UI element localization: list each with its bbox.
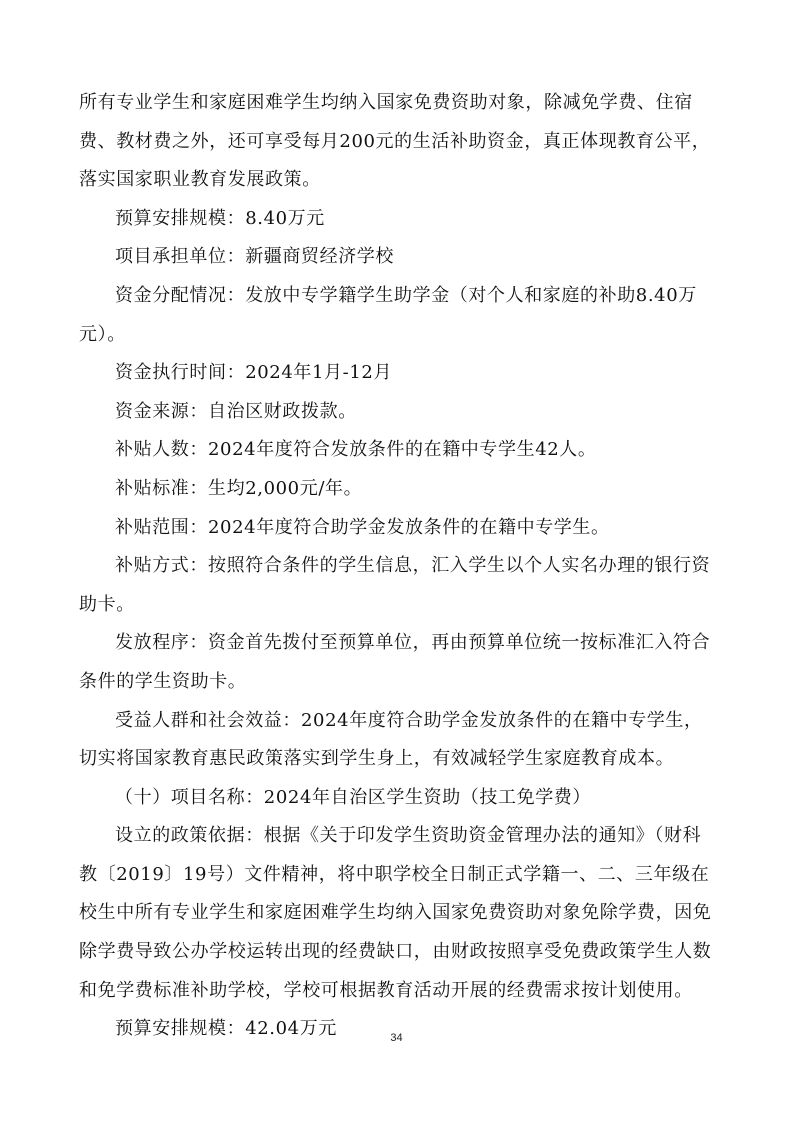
paragraph-continuation: 所有专业学生和家庭困难学生均纳入国家免费资助对象，除减免学费、住宿费、教材费之外，还可享受每月200元的生活补助资金，真正体现教育公平，落实国家职业教育发展政策。: [79, 92, 711, 191]
paragraph-beneficiaries: 受益人群和社会效益：2024年度符合助学金发放条件的在籍中专学生，切实将国家教育惠民政策落实到学生身上，有效减轻学生家庭教育成本。: [79, 709, 703, 770]
paragraph-fund-source: 资金来源：自治区财政拨款。: [115, 400, 357, 422]
paragraph-distribution-procedure: 发放程序：资金首先拨付至预算单位，再由预算单位统一按标准汇入符合条件的学生资助卡。: [79, 632, 711, 692]
paragraph-execution-time: 资金执行时间：2024年1月-12月: [115, 362, 393, 384]
page-number: 34: [390, 1032, 403, 1044]
section-heading-project-ten: （十）项目名称：2024年自治区学生资助（技工免学费）: [115, 786, 592, 808]
paragraph-subsidy-method: 补贴方式：按照符合条件的学生信息，汇入学生以个人实名办理的银行资助卡。: [79, 555, 711, 615]
paragraph-policy-basis: 设立的政策依据：根据《关于印发学生资助资金管理办法的通知》（财科教〔2019〕19号）文件精神，将中职学校全日制正式学籍一、二、三年级在校生中所有专业学生和家庭困难学生均纳入国家免费资助对象免除学费，因免除学费导致公办学校运转出现的经费缺口，由财政按照享受免费政策学生人数和免学费标准补助学校，学校可根据教育活动开展的经费需求按计划使用。: [79, 825, 712, 1001]
paragraph-budget-scale: 预算安排规模：8.40万元: [115, 207, 325, 229]
paragraph-subsidy-standard: 补贴标准：生均2,000元/年。: [115, 477, 363, 499]
paragraph-responsible-unit: 项目承担单位：新疆商贸经济学校: [115, 246, 394, 268]
paragraph-subsidy-count: 补贴人数：2024年度符合发放条件的在籍中专学生42人。: [115, 439, 597, 461]
document-body: [79, 84, 715, 1049]
paragraph-budget-scale-2: 预算安排规模：42.04万元: [115, 1018, 337, 1040]
paragraph-subsidy-scope: 补贴范围：2024年度符合助学金发放条件的在籍中专学生。: [115, 516, 610, 538]
paragraph-fund-allocation: 资金分配情况：发放中专学籍学生助学金（对个人和家庭的补助8.40万元）。: [79, 284, 697, 345]
